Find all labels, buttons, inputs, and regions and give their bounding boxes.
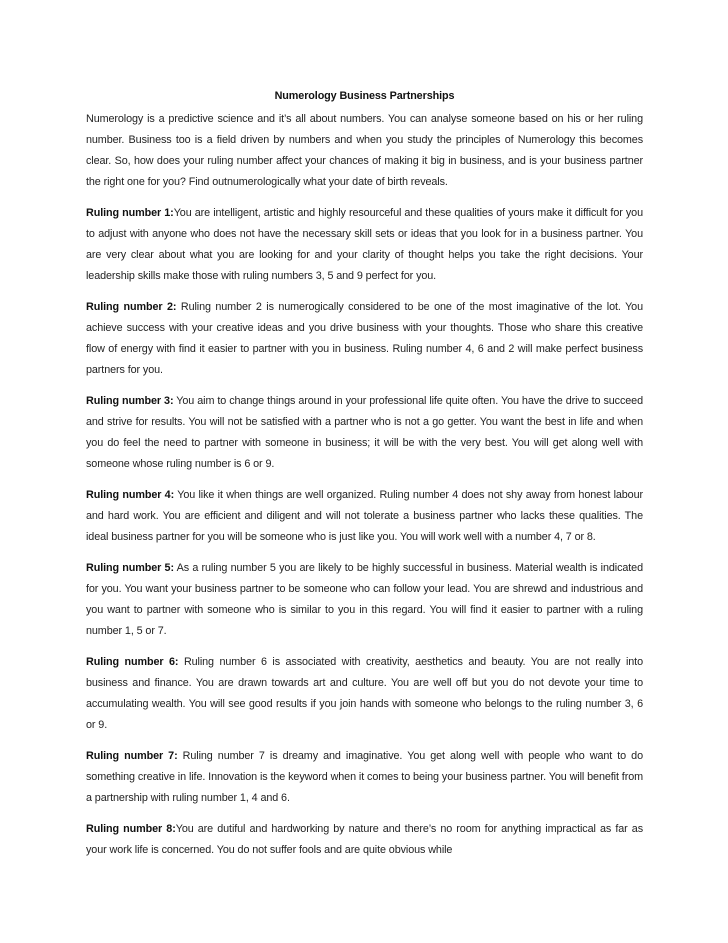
ruling-number-1-paragraph [86, 203, 643, 287]
ruling-number-8-paragraph [86, 819, 643, 861]
section-text: As a ruling number 5 you are likely to be highly successful in business. Material wealth is indicated for you. You want your business partner to be someone who can follow your lead. You are shrewd and industrious and you want to partner with someone who is similar to you in this regard. You will find it easier to partner with a ruling number 1, 5 or 7. [86, 562, 643, 637]
ruling-number-7-paragraph [86, 746, 643, 809]
section-label: Ruling number 2: [86, 301, 177, 313]
intro-paragraph: Numerology is a predictive science and it’s all about numbers. You can analyse someone based on his or her ruling number. Business too is a field driven by numbers and when you study the principles of Numerology this becomes clear. So, how does your ruling number affect your chances of making it big in business, and is your business partner the right one for you? Find outnumerologically what your date of birth reveals. [86, 113, 643, 188]
section-label: Ruling number 8: [86, 823, 176, 835]
ruling-number-4-paragraph [86, 485, 643, 548]
section-label: Ruling number 7: [86, 750, 178, 762]
section-text: You are intelligent, artistic and highly resourceful and these qualities of yours make it difficult for you to adjust with anyone who does not have the necessary skill sets or ideas that you look for in a business partner. You are very clear about what you are looking for and your clarity of thought helps you take the right decisions. Your leadership skills make those with ruling numbers 3, 5 and 9 perfect for you. [86, 207, 643, 282]
section-text: You like it when things are well organized. Ruling number 4 does not shy away from honest labour and hard work. You are efficient and diligent and will not tolerate a business partner who lacks these qualities. The ideal business partner for you will be someone who is just like you. You will work well with a number 4, 7 or 8. [86, 489, 643, 543]
ruling-number-3-paragraph [86, 391, 643, 475]
section-text: You are dutiful and hardworking by nature and there’s no room for anything impractical as far as your work life is concerned. You do not suffer fools and are quite obvious while [86, 823, 643, 856]
section-label: Ruling number 6: [86, 656, 179, 668]
ruling-number-6-paragraph [86, 652, 643, 736]
section-label: Ruling number 3: [86, 395, 174, 407]
document-title: Numerology Business Partnerships [274, 90, 455, 102]
section-text: Ruling number 2 is numerogically considered to be one of the most imaginative of the lot. You achieve success with your creative ideas and you drive business with your thoughts. Those who share this creative flow of energy with find it easier to partner with you in business. Ruling number 4, 6 and 2 will make perfect business partners for you. [86, 301, 643, 376]
section-label: Ruling number 5: [86, 562, 174, 574]
section-text: Ruling number 7 is dreamy and imaginative. You get along well with people who want to do something creative in life. Innovation is the keyword when it comes to being your business partner. You will benefit from a partnership with ruling number 1, 4 and 6. [86, 750, 643, 804]
section-label: Ruling number 4: [86, 489, 175, 501]
ruling-number-5-paragraph [86, 558, 643, 642]
ruling-number-2-paragraph [86, 297, 643, 381]
section-label: Ruling number 1: [86, 207, 174, 219]
document-body [86, 86, 643, 871]
section-text: You aim to change things around in your professional life quite often. You have the drive to succeed and strive for results. You will not be satisfied with a partner who is not a go getter. You want the best in life and when you do feel the need to partner with someone in business; it will be with the very best. You will get along well with someone whose ruling number is 6 or 9. [86, 395, 643, 470]
section-text: Ruling number 6 is associated with creativity, aesthetics and beauty. You are not really into business and finance. You are drawn towards art and culture. You are well off but you do not devote your time to accumulating wealth. You will see good results if you join hands with someone who belongs to the ruling number 3, 6 or 9. [86, 656, 643, 731]
